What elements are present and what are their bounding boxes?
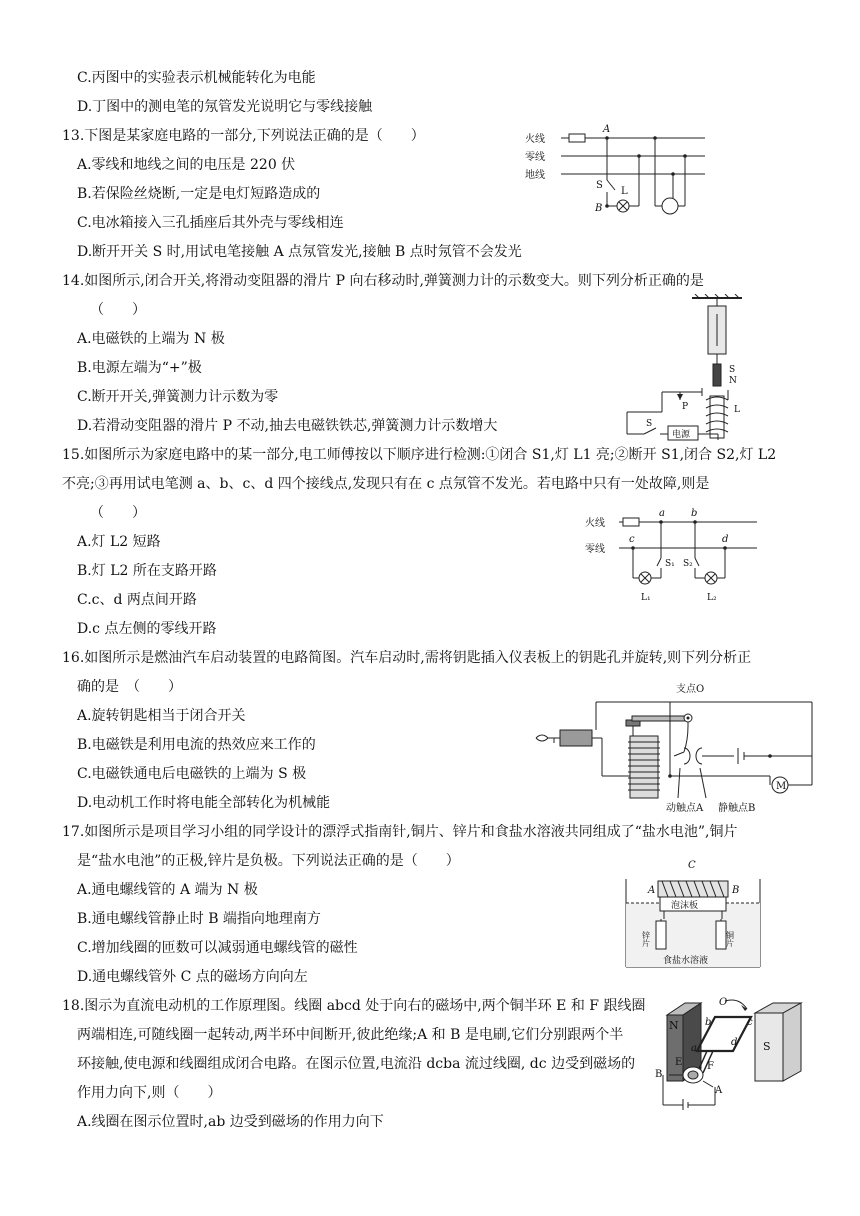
- q15-fig-neutral-label: 零线: [585, 544, 605, 555]
- q18-option-a: A.线圈在图示位置时,ab 边受到磁场的作用力向下: [77, 1114, 384, 1130]
- q15-fig-switch-s2: S₂: [683, 559, 693, 569]
- q13-fig-neutral-label: 零线: [525, 152, 545, 163]
- q16-starter-circuit-figure: [530, 680, 835, 815]
- q15-option-b: B.灯 L2 所在支路开路: [77, 563, 217, 579]
- q18-stem-2: 两端相连,可随线圈一起转动,两半环中间断开,彼此绝缘;A 和 B 是电刷,它们分别跟两个半: [77, 1027, 624, 1043]
- q18-stem-3: 环接触,使电源和线圈组成闭合电路。在图示位置,电流沿 dcba 流过线圈, dc 边受到磁场的: [77, 1056, 636, 1072]
- q14-fig-l-label: L: [734, 405, 740, 415]
- q18-dc-motor-figure: [655, 995, 805, 1110]
- q14-fig-switch-label: S: [646, 419, 653, 429]
- q17-fig-copper-label: 铜片: [725, 931, 735, 947]
- q15-fig-lamp-l2: L₂: [707, 593, 717, 603]
- q17-stem-1: 17.如图所示是项目学习小组的同学设计的漂浮式指南针,铜片、锌片和食盐水溶液共同组成了“盐水电池”,铜片: [62, 824, 738, 840]
- q13-option-a: A.零线和地线之间的电压是 220 伏: [77, 157, 296, 173]
- q16-option-c: C.电磁铁通电后电磁铁的上端为 S 极: [77, 766, 307, 782]
- q18-fig-corner-a: a: [691, 1043, 697, 1054]
- q14-fig-s-label: S: [729, 365, 736, 375]
- q18-fig-ring-f: F: [707, 1061, 714, 1072]
- q16-stem-1: 16.如图所示是燃油汽车启动装置的电路简图。汽车启动时,需将钥匙插入仪表板上的钥匙孔并旋转,则下列分析正: [62, 650, 752, 666]
- q13-option-b: B.若保险丝烧断,一定是电灯短路造成的: [77, 186, 321, 202]
- q16-fig-motor-label: M: [776, 781, 787, 792]
- q16-option-a: A.旋转钥匙相当于闭合开关: [77, 708, 246, 724]
- q18-stem-1: 18.图示为直流电动机的工作原理图。线圈 abcd 处于向右的磁场中,两个铜半环 E 和 F 跟线圈: [62, 998, 646, 1014]
- q13-fig-point-a: A: [603, 124, 611, 135]
- q14-fig-p-label: P: [682, 402, 689, 412]
- q13-fig-point-b: B: [595, 203, 603, 214]
- q14-electromagnet-figure: [622, 294, 792, 444]
- q17-floating-compass-figure: [620, 855, 768, 970]
- q18-fig-ring-e: E: [675, 1057, 683, 1068]
- q16-fig-pivot-label: 支点O: [676, 684, 705, 695]
- q17-fig-end-b: B: [732, 885, 740, 896]
- q14-stem-paren: （ ）: [90, 302, 146, 318]
- q16-fig-static-contact-label: 静触点B: [718, 803, 756, 814]
- q13-fig-switch-s: S: [596, 180, 603, 191]
- q18-fig-brush-a: A: [715, 1085, 723, 1096]
- q15-fig-lamp-l1: L₁: [641, 593, 651, 603]
- q15-fig-switch-s1: S₁: [665, 559, 675, 569]
- q16-fig-moving-contact-label: 动触点A: [666, 803, 704, 814]
- q17-fig-solution-label: 食盐水溶液: [663, 956, 709, 966]
- q13-option-c: C.电冰箱接入三孔插座后其外壳与零线相连: [77, 215, 344, 231]
- q17-stem-2: 是“盐水电池”的正极,锌片是负极。下列说法正确的是（ ）: [77, 853, 460, 869]
- q12-option-d: D.丁图中的测电笔的氖管发光说明它与零线接触: [77, 99, 373, 115]
- q16-stem-2: 确的是 （ ）: [77, 679, 182, 695]
- q17-option-b: B.通电螺线管静止时 B 端指向地理南方: [77, 911, 321, 927]
- q14-option-c: C.断开开关,弹簧测力计示数为零: [77, 389, 279, 405]
- q16-option-b: B.电磁铁是利用电流的热效应来工作的: [77, 737, 316, 753]
- q14-stem-1: 14.如图所示,闭合开关,将滑动变阻器的滑片 P 向右移动时,弹簧测力计的示数变大。则下列分析正确的是: [62, 273, 704, 289]
- q13-fig-fire-label: 火线: [525, 134, 545, 145]
- q18-fig-corner-b: b: [705, 1017, 712, 1028]
- q15-fig-point-c: c: [629, 534, 635, 545]
- q17-fig-zinc-label: 锌片: [641, 931, 651, 947]
- q18-fig-pole-s: S: [763, 1040, 771, 1053]
- q18-fig-brush-b: B: [655, 1069, 663, 1080]
- q14-option-a: A.电磁铁的上端为 N 极: [77, 331, 225, 347]
- q18-fig-axis-o: O: [719, 997, 728, 1008]
- q14-option-d: D.若滑动变阻器的滑片 P 不动,抽去电磁铁铁芯,弹簧测力计示数增大: [77, 418, 498, 434]
- q15-fig-point-d: d: [722, 534, 729, 545]
- q18-fig-corner-c: c: [747, 1017, 753, 1028]
- q17-fig-point-c: C: [688, 860, 696, 871]
- q18-stem-4: 作用力向下,则（ ）: [77, 1085, 222, 1101]
- q17-option-c: C.增加线圈的匝数可以减弱通电螺线管的磁性: [77, 940, 358, 956]
- q15-stem-2: 不亮;③再用试电笔测 a、b、c、d 四个接线点,发现只有在 c 点氖管不发光。若电路中只有一处故障,则是: [62, 476, 710, 492]
- q14-option-b: B.电源左端为“+”极: [77, 360, 202, 376]
- q14-fig-power-label: 电源: [672, 430, 691, 440]
- q15-option-a: A.灯 L2 短路: [77, 534, 161, 550]
- q17-option-d: D.通电螺线管外 C 点的磁场方向向左: [77, 969, 308, 985]
- q14-fig-n-label: N: [729, 376, 737, 386]
- q16-option-d: D.电动机工作时将电能全部转化为机械能: [77, 795, 331, 811]
- q15-fig-point-b: b: [691, 508, 698, 519]
- q13-circuit-figure: [525, 118, 710, 223]
- q15-circuit-figure: [585, 506, 760, 606]
- q13-stem: 13.下图是某家庭电路的一部分,下列说法正确的是（ ）: [62, 128, 425, 144]
- q15-option-d: D.c 点左侧的零线开路: [77, 621, 217, 637]
- q17-fig-end-a: A: [648, 885, 656, 896]
- q18-fig-pole-n: N: [669, 1019, 679, 1032]
- q17-fig-foam-label: 泡沫板: [671, 901, 699, 911]
- q17-option-a: A.通电螺线管的 A 端为 N 极: [77, 882, 258, 898]
- q13-fig-lamp-l: L: [621, 186, 628, 197]
- q15-fig-point-a: a: [659, 508, 665, 519]
- q13-fig-ground-label: 地线: [525, 170, 545, 181]
- q12-option-c: C.丙图中的实验表示机械能转化为电能: [77, 70, 316, 86]
- q15-fig-fire-label: 火线: [585, 518, 605, 529]
- q15-stem-1: 15.如图所示为家庭电路中的某一部分,电工师傅按以下顺序进行检测:①闭合 S1,灯 L1 亮;②断开 S1,闭合 S2,灯 L2: [62, 447, 777, 463]
- q15-stem-paren: （ ）: [90, 505, 146, 521]
- q13-option-d: D.断开开关 S 时,用试电笔接触 A 点氖管发光,接触 B 点时氖管不会发光: [77, 244, 522, 260]
- q18-fig-corner-d: d: [731, 1037, 738, 1048]
- q15-option-c: C.c、d 两点间开路: [77, 592, 197, 608]
